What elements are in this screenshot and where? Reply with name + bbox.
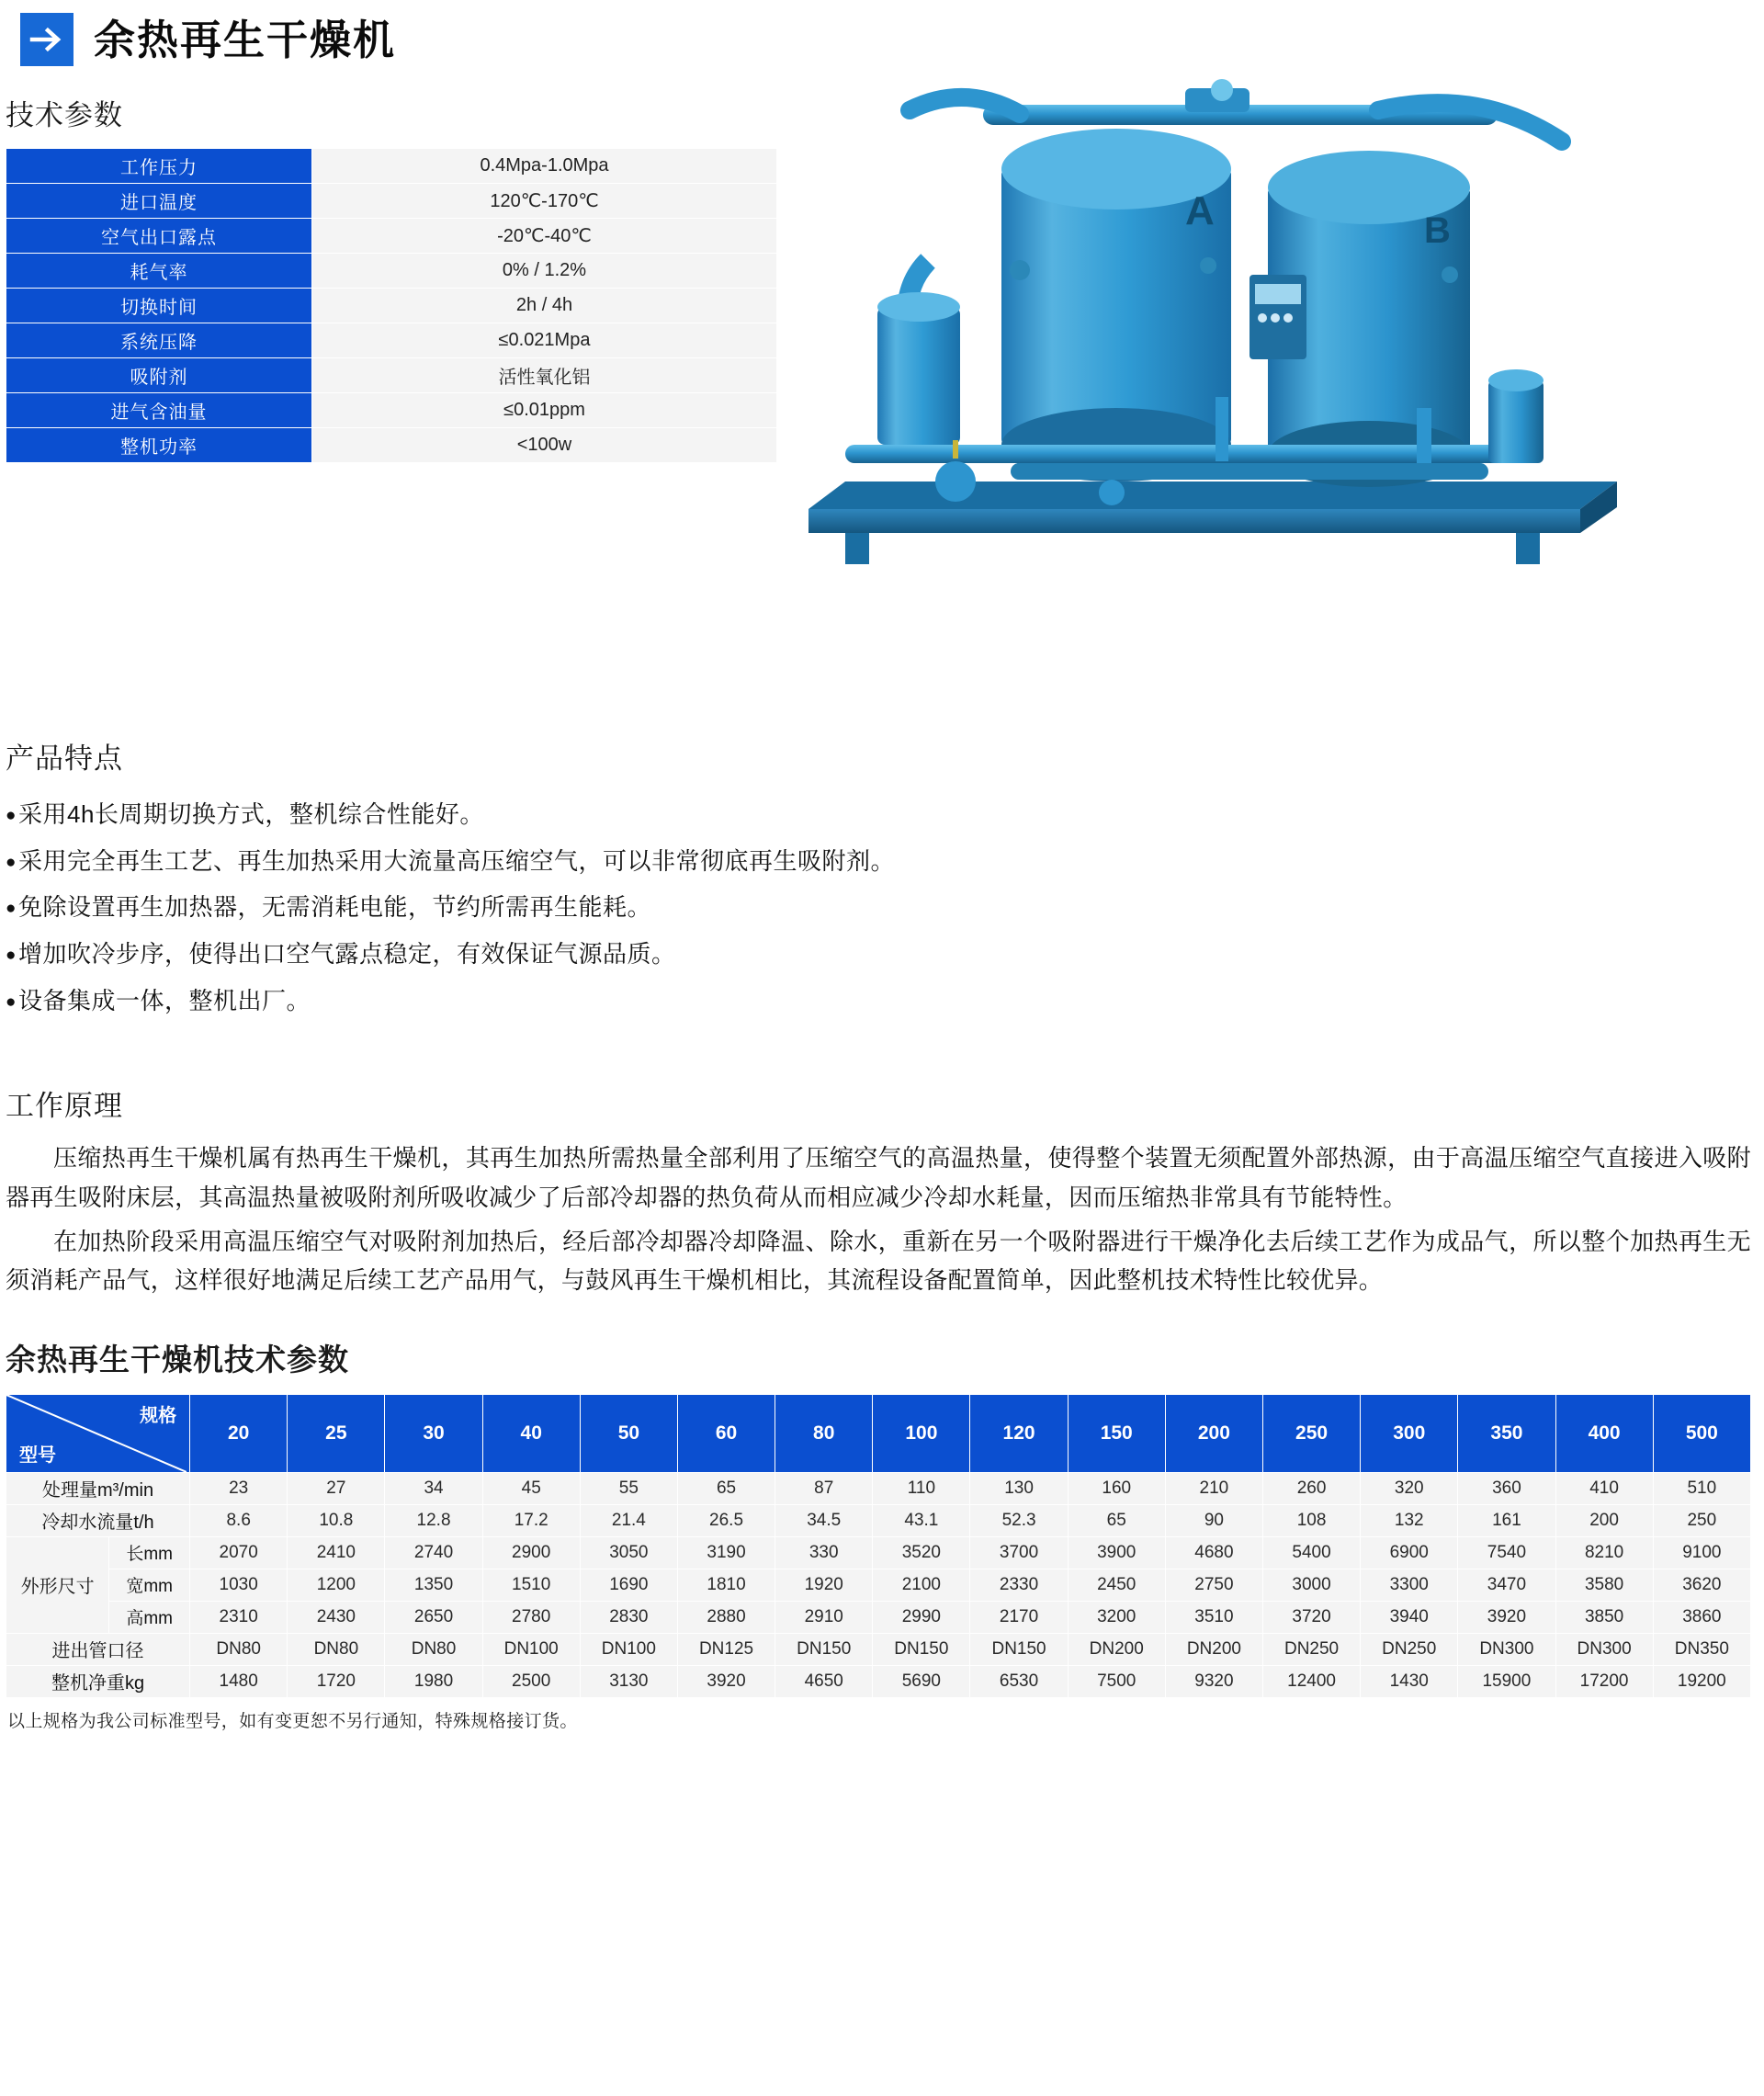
cell: DN300 — [1458, 1633, 1555, 1665]
cell: 2900 — [482, 1536, 580, 1569]
cell: 260 — [1262, 1472, 1360, 1504]
column-header: 50 — [580, 1394, 677, 1472]
table-row — [6, 1665, 1751, 1697]
list-item — [6, 884, 1764, 931]
cell: 90 — [1165, 1504, 1262, 1536]
list-item — [6, 931, 1764, 978]
cell: 2500 — [482, 1665, 580, 1697]
cell: 2990 — [873, 1601, 970, 1633]
cell: DN250 — [1361, 1633, 1458, 1665]
feature-text: 采用完全再生工艺、再生加热采用大流量高压缩空气，可以非常彻底再生吸附剂。 — [17, 846, 895, 875]
row-label: 宽mm — [109, 1569, 190, 1601]
cell: 210 — [1165, 1472, 1262, 1504]
feature-text: 免除设置再生加热器，无需消耗电能，节约所需再生能耗。 — [17, 893, 651, 922]
cell: 1350 — [385, 1569, 482, 1601]
table-row — [6, 289, 777, 323]
column-header: 100 — [873, 1394, 970, 1472]
cell: 55 — [580, 1472, 677, 1504]
cell: 3580 — [1555, 1569, 1653, 1601]
cell: 3510 — [1165, 1601, 1262, 1633]
column-header: 300 — [1361, 1394, 1458, 1472]
cell: 1480 — [190, 1665, 288, 1697]
row-label: 高mm — [109, 1601, 190, 1633]
cell: 1690 — [580, 1569, 677, 1601]
cell: 132 — [1361, 1504, 1458, 1536]
cell: 12400 — [1262, 1665, 1360, 1697]
cell: 2100 — [873, 1569, 970, 1601]
table-row — [6, 1472, 1751, 1504]
cell: DN350 — [1653, 1633, 1750, 1665]
corner-model-label: 型号 — [19, 1445, 56, 1466]
table-row — [6, 184, 777, 219]
table-header-row — [6, 1394, 1751, 1472]
list-item — [6, 978, 1764, 1025]
list-item — [6, 838, 1764, 885]
bullet-icon: ● — [6, 946, 17, 966]
spec-value: -20℃-40℃ — [312, 219, 777, 254]
column-header: 120 — [970, 1394, 1068, 1472]
column-header: 250 — [1262, 1394, 1360, 1472]
spec-value: 120℃-170℃ — [312, 184, 777, 219]
cell: DN200 — [1165, 1633, 1262, 1665]
left-column — [0, 72, 808, 463]
cell: 17200 — [1555, 1665, 1653, 1697]
cell: 2070 — [190, 1536, 288, 1569]
right-column — [808, 72, 1764, 715]
top-section — [0, 72, 1764, 715]
cell: 27 — [288, 1472, 385, 1504]
table-row — [6, 1601, 1751, 1633]
cell: 3940 — [1361, 1601, 1458, 1633]
cell: 410 — [1555, 1472, 1653, 1504]
column-header: 25 — [288, 1394, 385, 1472]
column-header: 150 — [1068, 1394, 1165, 1472]
column-header: 20 — [190, 1394, 288, 1472]
table-row — [6, 1536, 1751, 1569]
table-row — [6, 254, 777, 289]
cell: 2430 — [288, 1601, 385, 1633]
cell: 65 — [677, 1472, 775, 1504]
cell: DN80 — [288, 1633, 385, 1665]
feature-text: 采用4h长周期切换方式，整机综合性能好。 — [17, 800, 484, 828]
tank-label-a: A — [1185, 188, 1215, 233]
column-header: 40 — [482, 1394, 580, 1472]
cell: DN150 — [970, 1633, 1068, 1665]
spec-value: 0.4Mpa-1.0Mpa — [312, 149, 777, 184]
spec-key: 吸附剂 — [6, 358, 312, 393]
cell: 3620 — [1653, 1569, 1750, 1601]
cell: 45 — [482, 1472, 580, 1504]
cell: 3860 — [1653, 1601, 1750, 1633]
arrow-right-icon — [20, 13, 74, 66]
cell: 330 — [775, 1536, 873, 1569]
cell: 1200 — [288, 1569, 385, 1601]
cell: 3130 — [580, 1665, 677, 1697]
spec-key: 进气含油量 — [6, 393, 312, 428]
cell: 26.5 — [677, 1504, 775, 1536]
cell: DN80 — [190, 1633, 288, 1665]
cell: 360 — [1458, 1472, 1555, 1504]
principle-paragraph: 压缩热再生干燥机属有热再生干燥机，其再生加热所需热量全部利用了压缩空气的高温热量，使得整个装置无须配置外部热源，由于高温压缩空气直接进入吸附器再生吸附床层，其高温热量被吸附剂所吸收减少了后部冷却器的热负荷从而相应减少冷却水耗量，因而压缩热非常具有节能特性。 — [6, 1144, 1751, 1211]
table-row — [6, 1633, 1751, 1665]
bullet-icon: ● — [6, 991, 17, 1012]
cell: 1430 — [1361, 1665, 1458, 1697]
cell: 4680 — [1165, 1536, 1262, 1569]
row-label: 长mm — [109, 1536, 190, 1569]
cell: 10.8 — [288, 1504, 385, 1536]
feature-text: 增加吹冷步序，使得出口空气露点稳定，有效保证气源品质。 — [17, 940, 676, 969]
cell: 2310 — [190, 1601, 288, 1633]
cell: 1810 — [677, 1569, 775, 1601]
bullet-icon: ● — [6, 899, 17, 919]
bullet-icon: ● — [6, 806, 17, 825]
cell: 108 — [1262, 1504, 1360, 1536]
cell: 250 — [1653, 1504, 1750, 1536]
cell: 2450 — [1068, 1569, 1165, 1601]
features-title: 产品特点 — [6, 742, 123, 775]
table-row — [6, 358, 777, 393]
cell: 3850 — [1555, 1601, 1653, 1633]
table-row — [6, 1504, 1751, 1536]
spec-key: 系统压降 — [6, 323, 312, 358]
feature-text: 设备集成一体，整机出厂。 — [17, 986, 311, 1014]
cell: 8210 — [1555, 1536, 1653, 1569]
column-header: 350 — [1458, 1394, 1555, 1472]
spec-key: 切换时间 — [6, 289, 312, 323]
table-row — [6, 149, 777, 184]
spec-key: 工作压力 — [6, 149, 312, 184]
cell: 6530 — [970, 1665, 1068, 1697]
cell: 320 — [1361, 1472, 1458, 1504]
page-header — [0, 0, 1764, 72]
spec-value: 活性氧化铝 — [312, 358, 777, 393]
cell: DN250 — [1262, 1633, 1360, 1665]
cell: 23 — [190, 1472, 288, 1504]
table-row — [6, 1569, 1751, 1601]
spec-key: 空气出口露点 — [6, 219, 312, 254]
cell: 8.6 — [190, 1504, 288, 1536]
cell: 161 — [1458, 1504, 1555, 1536]
cell: 2650 — [385, 1601, 482, 1633]
cell: 130 — [970, 1472, 1068, 1504]
spec-key: 耗气率 — [6, 254, 312, 289]
corner-spec-label: 规格 — [140, 1405, 177, 1426]
row-label: 整机净重kg — [6, 1665, 190, 1697]
list-item — [6, 791, 1764, 838]
principle-paragraph: 在加热阶段采用高温压缩空气对吸附剂加热后，经后部冷却器冷却降温、除水，重新在另一个吸附器进行干燥净化去后续工艺作为成品气，所以整个加热再生无须消耗产品气，这样很好地满足后续工艺产品用气，与鼓风再生干燥机相比，其流程设备配置简单，因此整机技术特性比较优异。 — [6, 1227, 1751, 1294]
model-spec-table — [6, 1394, 1751, 1698]
product-image — [790, 77, 1672, 592]
column-header: 400 — [1555, 1394, 1653, 1472]
column-header: 30 — [385, 1394, 482, 1472]
cell: 7540 — [1458, 1536, 1555, 1569]
cell: 3190 — [677, 1536, 775, 1569]
cell: 3920 — [1458, 1601, 1555, 1633]
cell: 510 — [1653, 1472, 1750, 1504]
cell: 34.5 — [775, 1504, 873, 1536]
cell: 4650 — [775, 1665, 873, 1697]
table-footnote: 以上规格为我公司标准型号，如有变更恕不另行通知，特殊规格接订货。 — [7, 1711, 578, 1731]
column-header: 200 — [1165, 1394, 1262, 1472]
big-table-title: 余热再生干燥机技术参数 — [6, 1342, 349, 1377]
cell: 19200 — [1653, 1665, 1750, 1697]
technical-spec-table — [6, 148, 777, 463]
cell: 6900 — [1361, 1536, 1458, 1569]
cell: 2910 — [775, 1601, 873, 1633]
dimension-group-label: 外形尺寸 — [6, 1536, 109, 1633]
table-row — [6, 428, 777, 463]
spec-value: 0% / 1.2% — [312, 254, 777, 289]
cell: 160 — [1068, 1472, 1165, 1504]
cell: 2750 — [1165, 1569, 1262, 1601]
row-label: 冷却水流量t/h — [6, 1504, 190, 1536]
cell: 2830 — [580, 1601, 677, 1633]
cell: 3920 — [677, 1665, 775, 1697]
cell: DN200 — [1068, 1633, 1165, 1665]
features-list — [6, 791, 1764, 1024]
cell: 43.1 — [873, 1504, 970, 1536]
cell: DN100 — [580, 1633, 677, 1665]
bullet-icon: ● — [6, 852, 17, 872]
tank-label-b: B — [1424, 210, 1451, 251]
cell: 52.3 — [970, 1504, 1068, 1536]
page-title: 余热再生干燥机 — [94, 16, 397, 63]
table-row — [6, 219, 777, 254]
cell: 7500 — [1068, 1665, 1165, 1697]
cell: 200 — [1555, 1504, 1653, 1536]
row-label: 进出管口径 — [6, 1633, 190, 1665]
cell: DN125 — [677, 1633, 775, 1665]
cell: 3470 — [1458, 1569, 1555, 1601]
cell: DN150 — [775, 1633, 873, 1665]
cell: 3700 — [970, 1536, 1068, 1569]
cell: DN300 — [1555, 1633, 1653, 1665]
cell: 5690 — [873, 1665, 970, 1697]
cell: 34 — [385, 1472, 482, 1504]
cell: 1980 — [385, 1665, 482, 1697]
cell: 15900 — [1458, 1665, 1555, 1697]
row-label: 处理量m³/min — [6, 1472, 190, 1504]
cell: 3300 — [1361, 1569, 1458, 1601]
cell: 21.4 — [580, 1504, 677, 1536]
column-header: 80 — [775, 1394, 873, 1472]
cell: 65 — [1068, 1504, 1165, 1536]
spec-value: 2h / 4h — [312, 289, 777, 323]
cell: 2330 — [970, 1569, 1068, 1601]
cell: 3900 — [1068, 1536, 1165, 1569]
cell: 2170 — [970, 1601, 1068, 1633]
principle-body — [6, 1139, 1751, 1298]
table-row — [6, 393, 777, 428]
column-header: 60 — [677, 1394, 775, 1472]
cell: 3200 — [1068, 1601, 1165, 1633]
cell: DN150 — [873, 1633, 970, 1665]
cell: DN80 — [385, 1633, 482, 1665]
cell: 1720 — [288, 1665, 385, 1697]
spec-value: ≤0.01ppm — [312, 393, 777, 428]
cell: 2410 — [288, 1536, 385, 1569]
cell: 110 — [873, 1472, 970, 1504]
principle-title: 工作原理 — [6, 1090, 123, 1123]
cell: 2780 — [482, 1601, 580, 1633]
cell: DN100 — [482, 1633, 580, 1665]
spec-section-title: 技术参数 — [6, 99, 123, 131]
cell: 3000 — [1262, 1569, 1360, 1601]
cell: 3720 — [1262, 1601, 1360, 1633]
spec-key: 整机功率 — [6, 428, 312, 463]
cell: 1510 — [482, 1569, 580, 1601]
cell: 9100 — [1653, 1536, 1750, 1569]
cell: 1920 — [775, 1569, 873, 1601]
column-header: 500 — [1653, 1394, 1750, 1472]
spec-value: ≤0.021Mpa — [312, 323, 777, 358]
cell: 1030 — [190, 1569, 288, 1601]
cell: 3520 — [873, 1536, 970, 1569]
cell: 12.8 — [385, 1504, 482, 1536]
table-row — [6, 323, 777, 358]
cell: 9320 — [1165, 1665, 1262, 1697]
spec-key: 进口温度 — [6, 184, 312, 219]
cell: 3050 — [580, 1536, 677, 1569]
spec-value: <100w — [312, 428, 777, 463]
cell: 5400 — [1262, 1536, 1360, 1569]
table-corner-header — [6, 1394, 190, 1472]
cell: 2880 — [677, 1601, 775, 1633]
cell: 17.2 — [482, 1504, 580, 1536]
big-table-wrap — [6, 1394, 1758, 1698]
cell: 87 — [775, 1472, 873, 1504]
cell: 2740 — [385, 1536, 482, 1569]
